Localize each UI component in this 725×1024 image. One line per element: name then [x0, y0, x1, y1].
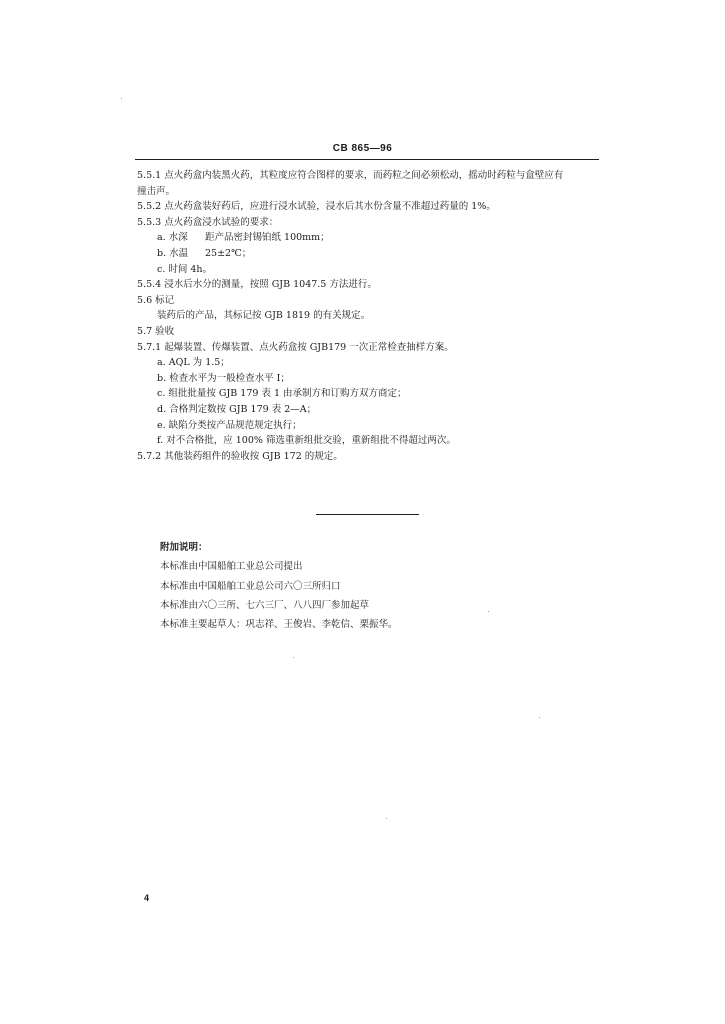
scan-speck	[293, 657, 294, 658]
appendix-line: 本标准由六〇三所、七六三厂、八八四厂参加起草	[160, 599, 370, 611]
document-code: CB 865—96	[332, 143, 393, 154]
clause-5-7-1-item: a. AQL 为 1.5；	[157, 357, 230, 369]
clause-5-5-2: 5.5.2 点火药盒装好药后，应进行浸水试验，浸水后其水份含量不准超过药量的 1%。	[137, 201, 496, 213]
clause-5-6-text: 装药后的产品，其标记按 GJB 1819 的有关规定。	[157, 310, 371, 322]
clause-5-7-1-item: d. 合格判定数按 GJB 179 表 2—A；	[157, 403, 317, 415]
clause-5-5-1-line-1: 5.5.1 点火药盒内装黑火药，其粒度应符合图样的要求，而药粒之间必须松动，摇动时药粒与盒壁应有	[137, 170, 564, 181]
clause-5-5-3-item-b	[137, 246, 599, 262]
page-number: 4	[144, 893, 150, 903]
scan-speck	[386, 818, 387, 819]
scan-speck	[488, 611, 489, 612]
item-a-label: a. 水深	[157, 232, 188, 244]
appendix-line: 本标准主要起草人：巩志祥、王俊岩、李乾信、栗振华。	[160, 619, 398, 631]
clause-5-5-4: 5.5.4 浸水后水分的测量，按照 GJB 1047.5 方法进行。	[137, 279, 377, 291]
header-rule	[135, 159, 599, 160]
clause-5-7-1-item: e. 缺陷分类按产品规范规定执行；	[157, 419, 302, 431]
appendix-line: 本标准由中国船舶工业总公司六〇三所归口	[160, 580, 341, 592]
clause-5-5-3-item-a	[137, 230, 599, 246]
clause-5-7-1-item: b. 检查水平为一般检查水平 I；	[157, 372, 290, 384]
clause-5-5-3-item-c: c. 时间 4h。	[157, 263, 213, 275]
end-of-text-rule	[316, 514, 419, 515]
clause-5-7-1-item: c. 组批批量按 GJB 179 表 1 由承制方和订购方双方商定；	[157, 388, 407, 400]
appendix-heading: 附加说明：	[160, 542, 208, 553]
appendix-line: 本标准由中国船舶工业总公司提出	[160, 561, 303, 573]
clause-5-7-title: 5.7 验收	[137, 325, 175, 337]
scan-speck	[539, 717, 540, 718]
item-b-label: b. 水温	[157, 247, 189, 259]
scan-speck	[121, 98, 122, 99]
clause-5-7-1: 5.7.1 起爆装置、传爆装置、点火药盒按 GJB179 一次正常检查抽样方案。	[137, 341, 454, 353]
item-a-value: 距产品密封锡铂纸 100mm；	[205, 232, 330, 244]
appendix-notes	[160, 538, 580, 634]
clause-5-7-1-item: f. 对不合格批，应 100% 筛选重新组批交验，重新组批不得超过两次。	[157, 435, 456, 447]
clause-5-6-title: 5.6 标记	[137, 294, 175, 306]
clause-5-5-1-line-2: 撞击声。	[137, 185, 176, 197]
clause-5-5-3-title: 5.5.3 点火药盒浸水试验的要求：	[137, 216, 279, 228]
item-b-value: 25±2℃；	[205, 247, 252, 259]
clause-5-7-2: 5.7.2 其他装药组件的验收按 GJB 172 的规定。	[137, 450, 343, 462]
standard-body	[137, 168, 599, 464]
